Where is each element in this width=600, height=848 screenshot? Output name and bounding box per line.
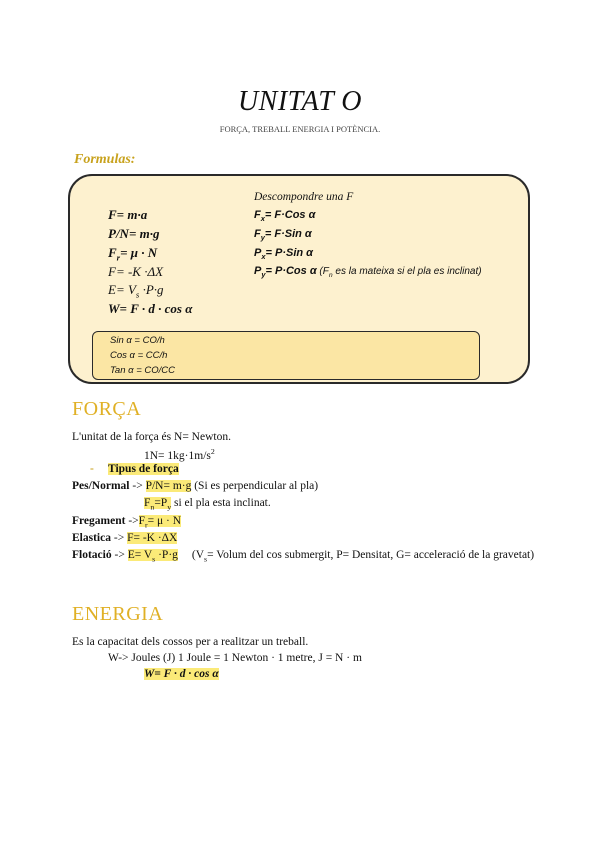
formula-friction: $F_r= \mu \cdot N$	[108, 245, 158, 263]
type-inclined-plane: $F_n=P_y$ si el pla esta inclinat.	[144, 497, 271, 512]
energia-work-formula: W= F · d · cos α	[144, 668, 219, 680]
type-pes-normal: Pes/Normal -> P/N= m·g (Si es perpendicular al pla)	[72, 480, 319, 492]
formulas-label: Formulas:	[74, 152, 136, 167]
trig-sin: Sin α = CO/h	[110, 335, 165, 346]
unit-definition: $1N= 1kg\cdot 1m/s^2$	[144, 447, 215, 462]
energia-units: W-> Joules (J) 1 Joule = 1 Newton · 1 metre, J = N · m	[108, 652, 362, 664]
section-heading-forca: FORÇA	[72, 398, 142, 420]
decompose-px: $P_x= P\cdot Sin$ α	[254, 247, 313, 262]
section-heading-energia: ENERGIA	[72, 603, 164, 625]
decompose-fx: $F_x= F\cdot Cos$ α	[254, 209, 316, 224]
decompose-title: Descompondre una F	[254, 191, 354, 203]
type-fregament: Fregament $->F_r= \mu \cdot N$	[72, 515, 182, 530]
unit-line: L'unitat de la força és N= Newton.	[72, 431, 231, 443]
energia-definition: Es la capacitat dels cossos per a realitzar un treball.	[72, 636, 309, 648]
formula-elastic: F= -K ·ΔX	[108, 264, 164, 279]
types-bullet: -	[90, 463, 94, 475]
page-title: UNITAT O	[237, 86, 363, 117]
types-label: Tipus de força	[108, 463, 179, 475]
formula-work: W= F · d · cos α	[108, 301, 193, 316]
trig-tan: Tan α = CO/CC	[110, 365, 175, 376]
decompose-fy: $F_y= F\cdot Sin$ α	[254, 228, 312, 243]
formula-buoyancy: $E= V_s \cdot P\cdot g$	[108, 282, 164, 300]
type-elastica: Elastica -> F= -K ·ΔX	[72, 532, 178, 544]
formula-weight: P/N= m·g	[108, 226, 160, 241]
trig-cos: Cos α = CC/h	[110, 350, 168, 361]
page-subtitle: FORÇA, TREBALL ENERGIA I POTÈNCIA.	[219, 124, 381, 134]
formula-force: F= m·a	[108, 207, 148, 222]
type-flotacio: Flotació -> $E= V_s \cdot P\cdot g$ ($V_s=$ Volum del cos submergit, P= Densitat, G= acceleració de la gravetat)	[72, 549, 535, 564]
decompose-py: $P_y= P\cdot Cos$ α ($F_n$ es la mateixa si el pla es inclinat)	[254, 265, 482, 280]
